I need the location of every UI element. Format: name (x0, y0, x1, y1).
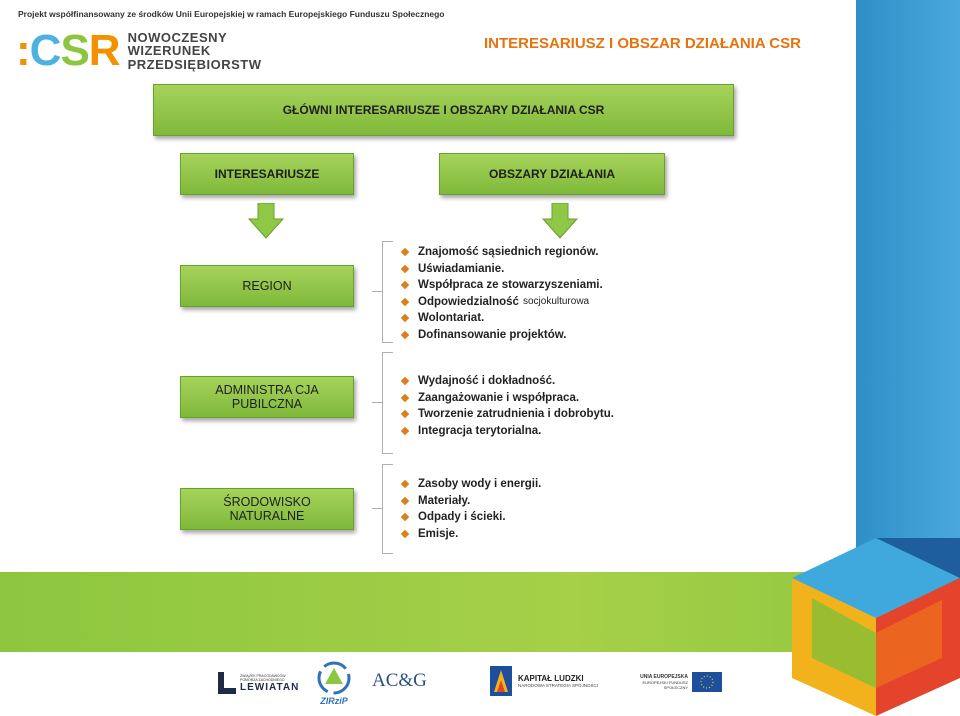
stakeholder-public-admin-line1: ADMINISTRA CJA (215, 383, 319, 397)
list-item-text: Wolontariat. (418, 312, 485, 324)
list-item (402, 373, 614, 390)
bullet-icon (401, 410, 409, 418)
lewiatan-name: LEWIATAN (240, 681, 300, 693)
bullet-icon (401, 530, 409, 538)
ue-sub: EUROPEJSKI FUNDUSZ SPOŁECZNY (642, 680, 688, 690)
list-item-text: Znajomość sąsiednich regionów. (418, 246, 599, 258)
acg-logo (372, 670, 427, 692)
list-item (402, 294, 603, 311)
csr-logo (16, 26, 262, 75)
zirzip-logo (314, 660, 354, 706)
lewiatan-l-icon (216, 672, 236, 694)
list-item-text: Współpraca ze stowarzyszeniami. (418, 279, 603, 291)
right-decor-strip (856, 0, 960, 560)
bullet-icon (401, 513, 409, 521)
list-item (402, 493, 541, 510)
logo-line-1: NOWOCZESNY (127, 29, 228, 45)
list-item (402, 406, 614, 423)
col-left-label: INTERESARIUSZE (214, 167, 320, 181)
list-item-note: socjokulturowa (522, 295, 590, 307)
bullet-icon (401, 314, 409, 322)
col-left-box (180, 153, 354, 195)
logo-line-2: WIZERUNEK (127, 43, 211, 59)
list-item (402, 390, 614, 407)
bullet-icon (401, 248, 409, 256)
environment-area-list (402, 476, 541, 542)
list-item-text: Materiały. (418, 494, 471, 507)
bullet-icon (401, 265, 409, 273)
list-item (402, 327, 603, 344)
stakeholder-region-label: REGION (242, 279, 292, 293)
list-item-text: Odpowiedzialność (418, 295, 519, 308)
list-item (402, 423, 614, 440)
region-area-list (402, 244, 603, 343)
brace-tick (372, 508, 382, 509)
footer-logos (0, 660, 960, 716)
list-item (402, 310, 603, 327)
logo-line-3: PRZEDSIĘBIORSTW (127, 56, 262, 72)
list-item (402, 526, 541, 543)
brace-tick (372, 402, 382, 403)
stakeholder-region (180, 265, 354, 307)
top-box (153, 84, 734, 136)
csr-logo-text (128, 31, 262, 72)
brace-tick (372, 291, 382, 292)
list-item-text: Wydajność i dokładność. (418, 375, 556, 387)
list-item-text: Zasoby wody i energii. (418, 478, 542, 490)
bullet-icon (401, 497, 409, 505)
bullet-icon (401, 281, 409, 289)
kapital-ludzki-logo (490, 666, 598, 696)
public-admin-area-list (402, 373, 614, 439)
brace-region (382, 241, 393, 343)
ue-logo (636, 672, 722, 692)
stakeholder-environment-line1: ŚRODOWISKO (223, 495, 311, 509)
col-right-box (439, 153, 665, 195)
list-item-text: Odpady i ścieki. (418, 511, 506, 523)
page-title: INTERESARIUSZ I OBSZAR DZIAŁANIA CSR (484, 35, 801, 52)
bullet-icon (401, 377, 409, 385)
brace-public-admin (382, 352, 393, 454)
funding-line: Projekt współfinansowany ze środków Unii Europejskiej w ramach Europejskiego Funduszu Społecznego (18, 9, 445, 19)
arrow-down-icon (248, 203, 284, 239)
csr-logo-mark: :CSR (16, 26, 120, 75)
bullet-icon (401, 298, 409, 306)
bullet-icon (401, 427, 409, 435)
ue-title: UNIA EUROPEJSKA (640, 674, 688, 680)
zirzip-name: ZIRziP (320, 696, 348, 706)
list-item (402, 277, 603, 294)
list-item-text: Tworzenie zatrudnienia i dobrobytu. (418, 408, 614, 420)
list-item-text: Emisje. (418, 527, 459, 540)
bullet-icon (401, 480, 409, 488)
bullet-icon (401, 394, 409, 402)
lewiatan-logo (216, 672, 299, 694)
kapital-ludzki-sub: NARODOWA STRATEGIA SPÓJNOŚCI (518, 683, 599, 688)
list-item-text: Integracja terytorialna. (418, 424, 542, 437)
list-item (402, 509, 541, 526)
kapital-ludzki-title: KAPITAŁ LUDZKI (518, 674, 584, 683)
list-item (402, 476, 541, 493)
lewiatan-small: ZWIĄZEK PRACODAWCÓW POMORZA ZACHODNIEGO (240, 673, 286, 682)
list-item (402, 244, 603, 261)
list-item-text: Dofinansowanie projektów. (418, 328, 567, 341)
list-item (402, 261, 603, 278)
list-item-text: Uświadamianie. (418, 262, 505, 275)
brace-environment (382, 464, 393, 554)
col-right-label: OBSZARY DZIAŁANIA (489, 167, 615, 181)
zirzip-emblem-icon (315, 660, 353, 696)
stakeholder-public-admin-line2: PUBILCZNA (231, 397, 303, 411)
eu-flag-icon (692, 672, 722, 692)
stakeholder-public-admin (180, 376, 354, 418)
arrow-down-icon (542, 203, 578, 239)
acg-name: AC&G (372, 670, 427, 691)
stakeholder-environment (180, 488, 354, 530)
stakeholder-environment-line2: NATURALNE (229, 509, 305, 523)
kapital-ludzki-flag-icon (490, 666, 512, 696)
list-item-text: Zaangażowanie i współpraca. (418, 391, 580, 404)
bullet-icon (401, 331, 409, 339)
top-box-label: GŁÓWNI INTERESARIUSZE I OBSZARY DZIAŁANIA CSR (282, 103, 605, 117)
